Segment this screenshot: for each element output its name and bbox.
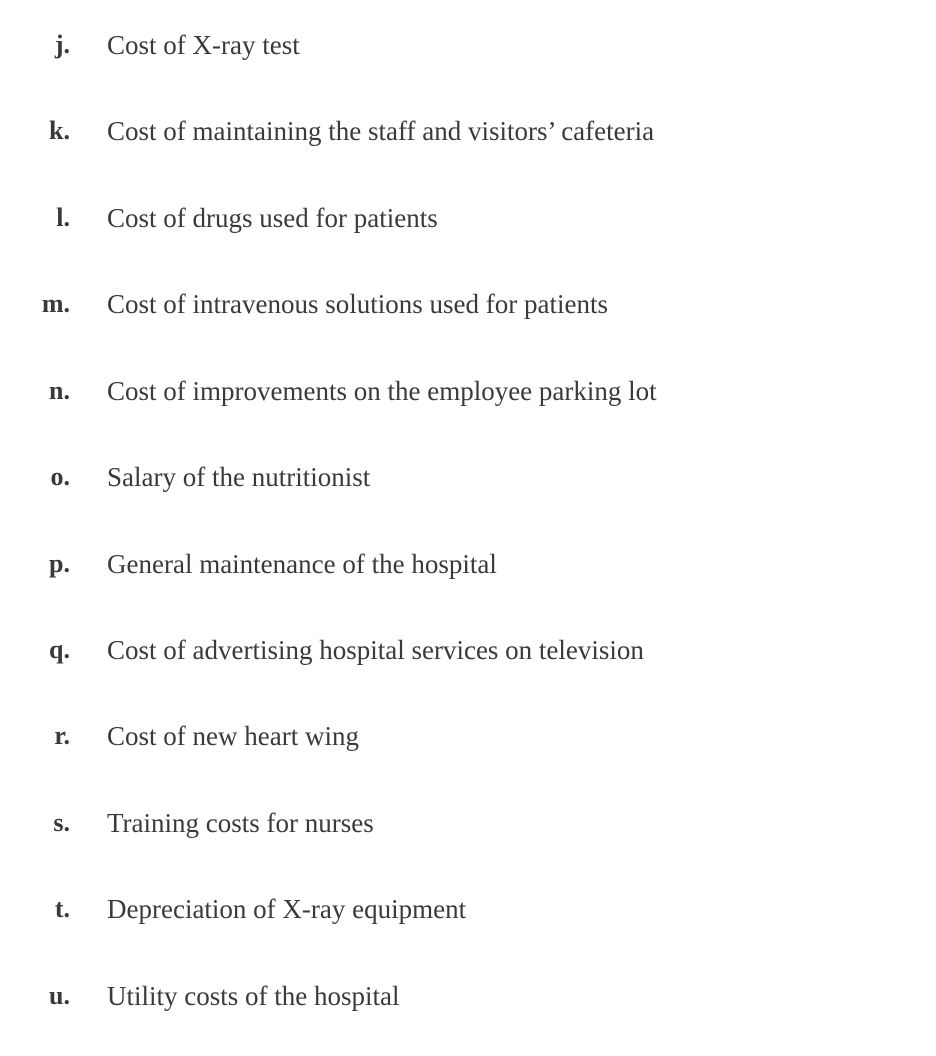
item-letter: k. [49, 116, 70, 145]
item-text: Cost of maintaining the staff and visitors’ cafeteria [107, 116, 655, 146]
item-letter: u. [49, 981, 70, 1010]
item-text: Training costs for nurses [107, 808, 374, 838]
list-item [0, 544, 936, 584]
item-letter: p. [49, 549, 70, 578]
item-letter: n. [49, 376, 70, 405]
list-item [0, 25, 936, 65]
item-text: Depreciation of X-ray equipment [107, 894, 467, 924]
item-letter: m. [41, 289, 70, 318]
item-letter: s. [53, 808, 70, 837]
list-item [0, 630, 936, 670]
list-item [0, 457, 936, 497]
list-item [0, 976, 936, 1016]
item-text: Cost of X-ray test [107, 30, 300, 60]
item-text: Salary of the nutritionist [107, 462, 371, 492]
item-text: Cost of improvements on the employee parking lot [107, 376, 657, 406]
list-item [0, 889, 936, 929]
list-item [0, 198, 936, 238]
item-text: Cost of intravenous solutions used for patients [107, 289, 608, 319]
item-text: General maintenance of the hospital [107, 549, 497, 579]
list-item [0, 716, 936, 756]
item-letter: r. [54, 721, 70, 750]
item-text: Cost of advertising hospital services on television [107, 635, 644, 665]
list-item [0, 111, 936, 151]
list-item [0, 803, 936, 843]
item-text: Utility costs of the hospital [107, 981, 400, 1011]
item-text: Cost of drugs used for patients [107, 203, 438, 233]
item-letter: t. [54, 894, 70, 923]
item-letter: l. [56, 203, 70, 232]
list-item [0, 371, 936, 411]
item-letter: o. [50, 462, 70, 491]
item-text: Cost of new heart wing [107, 721, 359, 751]
item-letter: j. [54, 30, 70, 59]
list-item [0, 284, 936, 324]
item-letter: q. [49, 635, 70, 664]
